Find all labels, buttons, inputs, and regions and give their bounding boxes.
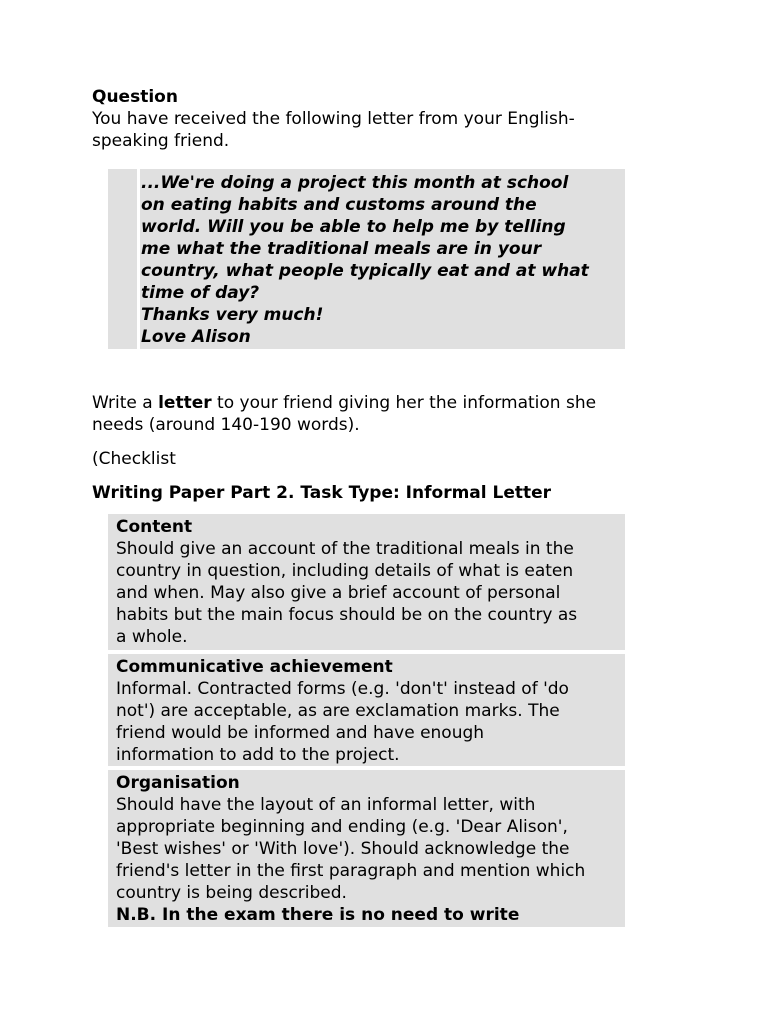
writing-task-line xyxy=(92,392,652,414)
rubric-line: Should give an account of the traditional meals in the xyxy=(116,539,574,559)
rubric-heading: Communicative achievement xyxy=(116,657,393,677)
rubric-line: and when. May also give a brief account of personal xyxy=(116,583,561,603)
letter-line: Love Alison xyxy=(141,327,251,347)
letter-box-divider xyxy=(137,169,140,349)
question-title: Question xyxy=(92,87,178,107)
letter-line: ...We're doing a project this month at school xyxy=(141,173,569,193)
rubric-communicative-box xyxy=(108,654,625,766)
letter-line: Thanks very much! xyxy=(141,305,324,325)
task-line1-rest: to your friend giving her the information she xyxy=(211,393,597,413)
task-prefix: Write a xyxy=(92,393,159,413)
letter-line: time of day? xyxy=(141,283,260,303)
rubric-line: country is being described. xyxy=(116,883,347,903)
letter-line: on eating habits and customs around the xyxy=(141,195,537,215)
rubric-heading: Content xyxy=(116,517,193,537)
checklist-label: (Checklist xyxy=(92,449,176,469)
rubric-line: 'Best wishes' or 'With love'). Should acknowledge the xyxy=(116,839,570,859)
friend-letter-box xyxy=(108,169,625,349)
rubric-line: Should have the layout of an informal letter, with xyxy=(116,795,536,815)
rubric-content-box xyxy=(108,514,625,650)
rubric-line: appropriate beginning and ending (e.g. 'Dear Alison', xyxy=(116,817,568,837)
rubric-line: a whole. xyxy=(116,627,188,647)
rubric-line: friend's letter in the first paragraph and mention which xyxy=(116,861,586,881)
task-keyword: letter xyxy=(158,393,212,413)
letter-line: me what the traditional meals are in your xyxy=(141,239,542,259)
rubric-line: habits but the main focus should be on the country as xyxy=(116,605,578,625)
writing-task-instruction xyxy=(92,392,652,436)
question-intro xyxy=(92,108,652,152)
rubric-line: information to add to the project. xyxy=(116,745,400,765)
letter-line: country, what people typically eat and at what xyxy=(141,261,589,281)
rubric-line: Informal. Contracted forms (e.g. 'don't' instead of 'do xyxy=(116,679,569,699)
rubric-organisation-box xyxy=(108,770,625,927)
question-intro-line: You have received the following letter from your English- xyxy=(92,109,575,129)
rubric-note: N.B. In the exam there is no need to write xyxy=(116,905,520,925)
rubric-organisation-text xyxy=(116,772,621,926)
friend-letter-text xyxy=(141,172,625,348)
rubric-line: not') are acceptable, as are exclamation marks. The xyxy=(116,701,560,721)
rubric-communicative-text xyxy=(116,656,621,766)
question-intro-line: speaking friend. xyxy=(92,131,230,151)
rubric-heading: Organisation xyxy=(116,773,240,793)
rubric-line: friend would be informed and have enough xyxy=(116,723,485,743)
rubric-content-text xyxy=(116,516,621,648)
writing-task-line: needs (around 140-190 words). xyxy=(92,415,360,435)
letter-line: world. Will you be able to help me by telling xyxy=(141,217,566,237)
rubric-line: country in question, including details of what is eaten xyxy=(116,561,574,581)
paper-heading: Writing Paper Part 2. Task Type: Informal Letter xyxy=(92,483,552,503)
